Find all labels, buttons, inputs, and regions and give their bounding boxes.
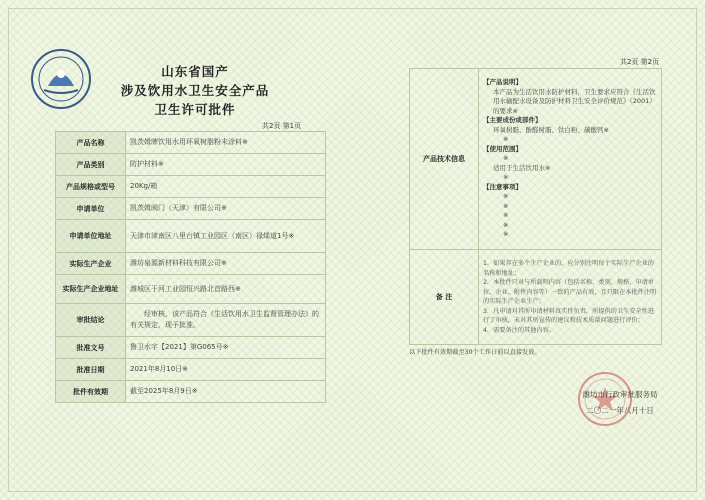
title-line-2: 涉及饮用水卫生安全产品 (120, 83, 270, 98)
caution-mark: ※ (503, 201, 509, 210)
table-row (410, 250, 662, 345)
table-row (56, 337, 326, 359)
field-value: 截至2025年8月9日※ (126, 381, 326, 403)
field-label: 批件有效期 (56, 381, 126, 403)
field-value: 凯茨姆阀门（天津）有限公司※ (126, 198, 326, 220)
table-row (56, 359, 326, 381)
table-row (56, 275, 326, 304)
field-value: 2021年8月10日※ (126, 359, 326, 381)
table-row (56, 381, 326, 403)
field-label: 产品名称 (56, 132, 126, 154)
remark-item: 1．如果存在多个生产企业的，应分别注明每个实际生产企业的名称和地址； (483, 260, 654, 277)
remark-item: 4．需要备注的其他内容。 (483, 326, 555, 334)
table-row (410, 69, 662, 250)
caution-mark: ※ (503, 211, 509, 220)
field-value: 经审核，该产品符合《生活饮用水卫生监督管理办法》的有关规定，现予批准。 (126, 304, 326, 337)
table-row (56, 154, 326, 176)
tech-info-label: 产品技术信息 (410, 69, 479, 250)
field-label: 实际生产企业地址 (56, 275, 126, 304)
remark-item: 2．本批件只对与所载明内容（包括名称、类别、规格、申请单位、企业、附件内容等）一致的产品有效，且只限在本批件注明的实际生产企业生产； (483, 279, 657, 305)
tech-info-content (479, 69, 662, 250)
field-value: 潍城区于河工业园恒兴路北首路西※ (126, 275, 326, 304)
footer-note: 以下批件有效期截至30个工作日前以直接发放。 (409, 349, 541, 356)
table-row (56, 132, 326, 154)
field-label: 批准文号 (56, 337, 126, 359)
table-row (56, 220, 326, 253)
issuer-block (550, 387, 690, 419)
caution-mark: ※ (503, 220, 509, 229)
caution-mark: ※ (503, 230, 509, 239)
field-label: 产品规格或型号 (56, 176, 126, 198)
document-title (95, 62, 295, 119)
field-value: 凯茨姆牌饮用水用环氧树脂粉末涂料※ (126, 132, 326, 154)
comp-text: 环氧树脂、酚醛树脂、钛白粉、碳酸钙※ (493, 125, 609, 134)
caution-mark: ※ (503, 192, 509, 201)
right-page-number: 共2页 第2页 (620, 58, 660, 66)
field-label: 实际生产企业 (56, 253, 126, 275)
field-value: 天津市津南区八里台镇工业园区（南区）禄烯道1号※ (126, 220, 326, 253)
left-page-number: 共2页 第1页 (262, 122, 302, 130)
table-row (56, 198, 326, 220)
field-value: 潍坊泉源新材料科技有限公司※ (126, 253, 326, 275)
scope-heading: 【使用范围】 (483, 144, 522, 153)
field-label: 审批结论 (56, 304, 126, 337)
remarks-content (479, 250, 662, 345)
table-row (56, 253, 326, 275)
table-row (56, 304, 326, 337)
permit-fields-table (55, 131, 326, 403)
desc-heading: 【产品说明】 (483, 78, 522, 87)
tech-info-table (409, 68, 662, 345)
comp-mark: ※ (503, 135, 509, 144)
field-value: 20Kg/箱 (126, 176, 326, 198)
issue-date: 二〇二一年八月十日 (586, 406, 654, 415)
remark-item: 3．凡申请对其所申请材料真实性负责，所提供的卫生安全性进行了审核，未对其所宣传的建议和技术质量问题进行评价； (483, 307, 654, 324)
field-label: 申请单位地址 (56, 220, 126, 253)
field-value: 防护材料※ (126, 154, 326, 176)
emblem-icon (30, 48, 92, 110)
caution-heading: 【注意事项】 (483, 182, 522, 191)
title-line-3: 卫生许可批件 (154, 102, 236, 117)
field-label: 申请单位 (56, 198, 126, 220)
desc-text: 本产品为生活饮用水防护材料，卫生要求应符合《生活饮用水输配水设备及防护材料卫生安全评价规范》（2001）的要求※ (493, 87, 656, 115)
comp-heading: 【主要成份或部件】 (483, 116, 542, 125)
issuer-name: 潍坊市行政审批服务局 (582, 390, 658, 399)
remarks-label: 备 注 (410, 250, 479, 345)
scope-mark-2: ※ (503, 173, 509, 182)
scope-mark: ※ (503, 154, 509, 163)
field-value: 鲁卫水字【2021】第G065号※ (126, 337, 326, 359)
field-label: 产品类别 (56, 154, 126, 176)
table-row (56, 176, 326, 198)
title-line-1: 山东省国产 (161, 64, 229, 79)
field-label: 批准日期 (56, 359, 126, 381)
scope-text: 适用于生活饮用水※ (493, 163, 551, 172)
